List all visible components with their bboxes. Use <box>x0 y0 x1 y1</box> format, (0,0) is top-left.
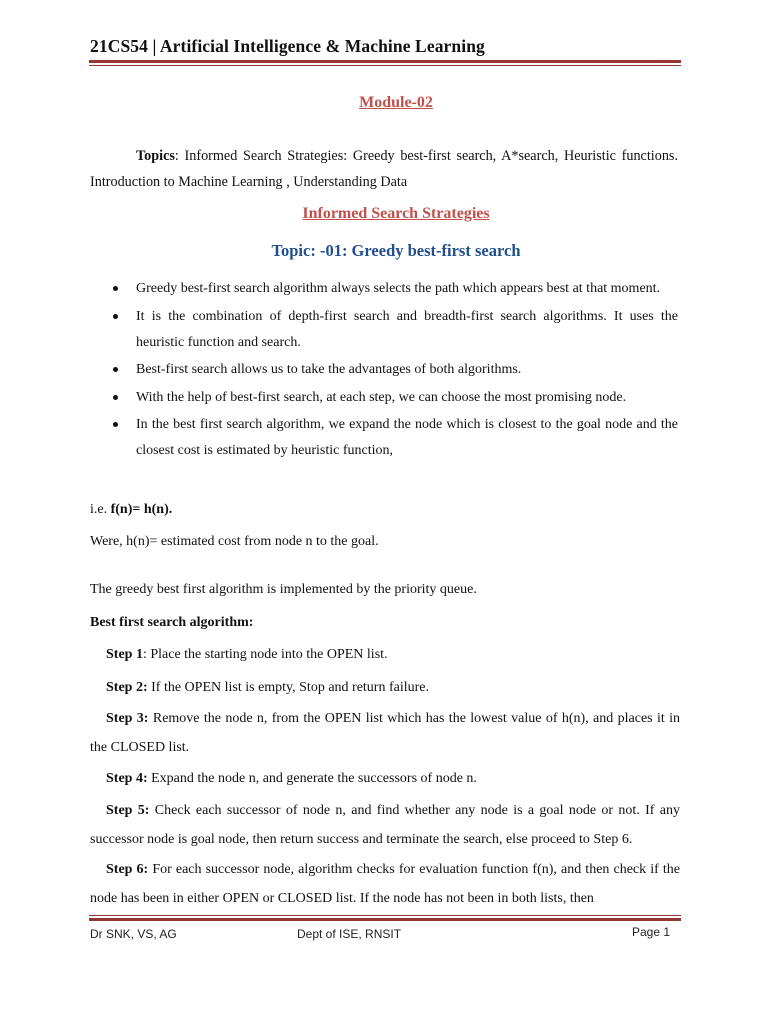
footer-authors: Dr SNK, VS, AG <box>90 927 177 941</box>
formula-expression: f(n)= h(n). <box>110 502 173 517</box>
footer-page-number: Page 1 <box>632 925 671 939</box>
list-item: Greedy best-first search algorithm always selects the path which appears best at that moment. <box>110 276 678 302</box>
bullet-list <box>110 276 678 466</box>
topics-label: Topics <box>136 148 175 164</box>
topics-paragraph <box>90 143 678 195</box>
topics-text: : Informed Search Strategies: Greedy best-first search, A*search, Heuristic functions. Introduction to Machine Learning , Understanding Data <box>90 148 678 190</box>
list-item: It is the combination of depth-first search and breadth-first search algorithms. It uses the heuristic function and search. <box>110 304 678 356</box>
algorithm-step: Step 4: Expand the node n, and generate the successors of node n. <box>106 771 477 786</box>
section-heading: Informed Search Strategies <box>302 205 490 222</box>
list-item: In the best first search algorithm, we expand the node which is closest to the goal node and the closest cost is estimated by heuristic function, <box>110 412 678 464</box>
algorithm-step: Step 1: Place the starting node into the OPEN list. <box>106 647 388 662</box>
list-item: With the help of best-first search, at each step, we can choose the most promising node. <box>110 385 678 411</box>
bullet-icon <box>113 286 118 291</box>
footer-department: Dept of ISE, RNSIT <box>297 927 402 941</box>
algorithm-step: Step 5: Check each successor of node n, and find whether any node is a goal node or not. If any successor node is goal node, then return success and terminate the search, else proceed to Step 6. <box>90 803 680 847</box>
algorithm-heading: Best first search algorithm: <box>90 615 254 630</box>
algorithm-step: Step 6: For each successor node, algorithm checks for evaluation function f(n), and then check if the node has been in either OPEN or CLOSED list. If the node has not been in both lists, then <box>90 862 680 906</box>
bullet-icon <box>113 395 118 400</box>
bullet-icon <box>113 367 118 372</box>
footer-rule-thin <box>89 915 681 916</box>
header-rule-thick <box>89 60 681 63</box>
formula-line: i.e. f(n)= h(n). <box>90 502 173 517</box>
algorithm-step: Step 3: Remove the node n, from the OPEN list which has the lowest value of h(n), and places it in the CLOSED list. <box>90 711 681 755</box>
where-line: Were, h(n)= estimated cost from node n to the goal. <box>90 534 379 549</box>
topic-heading: Topic: -01: Greedy best-first search <box>271 241 521 260</box>
footer-rule-thick <box>89 918 681 921</box>
list-item: Best-first search allows us to take the advantages of both algorithms. <box>110 357 678 383</box>
algorithm-step: Step 2: If the OPEN list is empty, Stop and return failure. <box>106 680 429 695</box>
bullet-icon <box>113 422 118 427</box>
priority-line: The greedy best first algorithm is implemented by the priority queue. <box>90 582 477 597</box>
bullet-icon <box>113 314 118 319</box>
module-title: Module-02 <box>359 94 433 111</box>
header-course-title: 21CS54 | Artificial Intelligence & Machine Learning <box>90 36 485 56</box>
header-rule-thin <box>89 65 681 66</box>
